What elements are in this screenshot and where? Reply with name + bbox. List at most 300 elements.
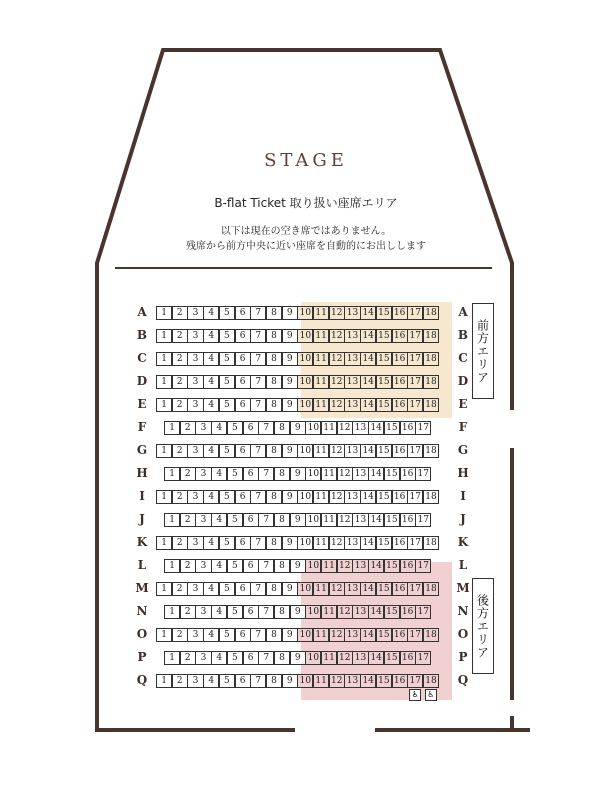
seat-Q-13[interactable]: 13	[344, 674, 360, 688]
seat-O-13[interactable]: 13	[344, 628, 360, 642]
seat-G-7[interactable]: 7	[250, 444, 266, 458]
seat-E-11[interactable]: 11	[313, 398, 329, 412]
seat-O-5[interactable]: 5	[219, 628, 235, 642]
seat-H-8[interactable]: 8	[274, 467, 290, 481]
seat-Q-5[interactable]: 5	[219, 674, 235, 688]
seat-C-5[interactable]: 5	[219, 352, 235, 366]
seat-M-2[interactable]: 2	[172, 582, 188, 596]
seat-J-7[interactable]: 7	[258, 513, 274, 527]
seat-J-1[interactable]: 1	[164, 513, 180, 527]
seat-O-16[interactable]: 16	[392, 628, 408, 642]
seat-F-6[interactable]: 6	[243, 421, 259, 435]
seat-I-3[interactable]: 3	[187, 490, 203, 504]
seat-A-1[interactable]: 1	[156, 306, 172, 320]
seat-H-1[interactable]: 1	[164, 467, 180, 481]
seat-I-15[interactable]: 15	[376, 490, 392, 504]
seat-O-3[interactable]: 3	[187, 628, 203, 642]
seat-D-5[interactable]: 5	[219, 375, 235, 389]
seat-J-8[interactable]: 8	[274, 513, 290, 527]
seat-L-3[interactable]: 3	[195, 559, 211, 573]
seat-G-11[interactable]: 11	[313, 444, 329, 458]
seat-L-17[interactable]: 17	[415, 559, 431, 573]
seat-D-4[interactable]: 4	[203, 375, 219, 389]
seat-L-11[interactable]: 11	[321, 559, 337, 573]
seat-I-2[interactable]: 2	[172, 490, 188, 504]
seat-F-1[interactable]: 1	[164, 421, 180, 435]
seat-H-5[interactable]: 5	[227, 467, 243, 481]
seat-D-8[interactable]: 8	[266, 375, 282, 389]
seat-E-18[interactable]: 18	[423, 398, 439, 412]
seat-O-4[interactable]: 4	[203, 628, 219, 642]
seat-M-14[interactable]: 14	[360, 582, 376, 596]
seat-J-12[interactable]: 12	[337, 513, 353, 527]
seat-I-16[interactable]: 16	[392, 490, 408, 504]
seat-Q-17[interactable]: 17	[407, 674, 423, 688]
seat-L-12[interactable]: 12	[337, 559, 353, 573]
seat-L-15[interactable]: 15	[384, 559, 400, 573]
seat-P-5[interactable]: 5	[227, 651, 243, 665]
seat-O-1[interactable]: 1	[156, 628, 172, 642]
seat-L-2[interactable]: 2	[180, 559, 196, 573]
seat-I-6[interactable]: 6	[235, 490, 251, 504]
seat-M-10[interactable]: 10	[297, 582, 313, 596]
seat-Q-3[interactable]: 3	[187, 674, 203, 688]
seat-P-4[interactable]: 4	[211, 651, 227, 665]
seat-E-8[interactable]: 8	[266, 398, 282, 412]
seat-J-9[interactable]: 9	[290, 513, 306, 527]
seat-M-4[interactable]: 4	[203, 582, 219, 596]
seat-F-15[interactable]: 15	[384, 421, 400, 435]
seat-J-14[interactable]: 14	[368, 513, 384, 527]
seat-H-4[interactable]: 4	[211, 467, 227, 481]
seat-Q-12[interactable]: 12	[329, 674, 345, 688]
seat-C-8[interactable]: 8	[266, 352, 282, 366]
seat-C-14[interactable]: 14	[360, 352, 376, 366]
seat-F-12[interactable]: 12	[337, 421, 353, 435]
seat-C-11[interactable]: 11	[313, 352, 329, 366]
seat-K-14[interactable]: 14	[360, 536, 376, 550]
seat-F-16[interactable]: 16	[400, 421, 416, 435]
seat-C-15[interactable]: 15	[376, 352, 392, 366]
seat-M-8[interactable]: 8	[266, 582, 282, 596]
seat-P-13[interactable]: 13	[352, 651, 368, 665]
seat-P-8[interactable]: 8	[274, 651, 290, 665]
seat-O-12[interactable]: 12	[329, 628, 345, 642]
seat-E-12[interactable]: 12	[329, 398, 345, 412]
seat-B-10[interactable]: 10	[297, 329, 313, 343]
seat-B-4[interactable]: 4	[203, 329, 219, 343]
seat-B-9[interactable]: 9	[282, 329, 298, 343]
seat-B-2[interactable]: 2	[172, 329, 188, 343]
seat-I-14[interactable]: 14	[360, 490, 376, 504]
seat-N-2[interactable]: 2	[180, 605, 196, 619]
seat-G-5[interactable]: 5	[219, 444, 235, 458]
seat-A-4[interactable]: 4	[203, 306, 219, 320]
seat-O-17[interactable]: 17	[407, 628, 423, 642]
seat-K-17[interactable]: 17	[407, 536, 423, 550]
seat-D-11[interactable]: 11	[313, 375, 329, 389]
seat-D-2[interactable]: 2	[172, 375, 188, 389]
seat-E-13[interactable]: 13	[344, 398, 360, 412]
seat-K-2[interactable]: 2	[172, 536, 188, 550]
seat-A-11[interactable]: 11	[313, 306, 329, 320]
seat-I-10[interactable]: 10	[297, 490, 313, 504]
seat-P-14[interactable]: 14	[368, 651, 384, 665]
seat-A-14[interactable]: 14	[360, 306, 376, 320]
seat-C-6[interactable]: 6	[235, 352, 251, 366]
seat-A-17[interactable]: 17	[407, 306, 423, 320]
seat-H-16[interactable]: 16	[400, 467, 416, 481]
seat-H-10[interactable]: 10	[305, 467, 321, 481]
seat-N-11[interactable]: 11	[321, 605, 337, 619]
seat-D-9[interactable]: 9	[282, 375, 298, 389]
seat-A-9[interactable]: 9	[282, 306, 298, 320]
seat-D-3[interactable]: 3	[187, 375, 203, 389]
seat-K-9[interactable]: 9	[282, 536, 298, 550]
seat-I-4[interactable]: 4	[203, 490, 219, 504]
seat-E-7[interactable]: 7	[250, 398, 266, 412]
seat-A-2[interactable]: 2	[172, 306, 188, 320]
seat-H-12[interactable]: 12	[337, 467, 353, 481]
seat-L-9[interactable]: 9	[290, 559, 306, 573]
seat-G-13[interactable]: 13	[344, 444, 360, 458]
seat-D-16[interactable]: 16	[392, 375, 408, 389]
seat-P-12[interactable]: 12	[337, 651, 353, 665]
seat-J-6[interactable]: 6	[243, 513, 259, 527]
seat-N-6[interactable]: 6	[243, 605, 259, 619]
seat-Q-15[interactable]: 15	[376, 674, 392, 688]
seat-K-4[interactable]: 4	[203, 536, 219, 550]
seat-E-3[interactable]: 3	[187, 398, 203, 412]
seat-H-17[interactable]: 17	[415, 467, 431, 481]
seat-J-10[interactable]: 10	[305, 513, 321, 527]
seat-G-8[interactable]: 8	[266, 444, 282, 458]
seat-H-7[interactable]: 7	[258, 467, 274, 481]
seat-C-18[interactable]: 18	[423, 352, 439, 366]
seat-F-5[interactable]: 5	[227, 421, 243, 435]
seat-P-16[interactable]: 16	[400, 651, 416, 665]
seat-F-11[interactable]: 11	[321, 421, 337, 435]
seat-O-2[interactable]: 2	[172, 628, 188, 642]
seat-O-15[interactable]: 15	[376, 628, 392, 642]
seat-N-3[interactable]: 3	[195, 605, 211, 619]
seat-M-9[interactable]: 9	[282, 582, 298, 596]
seat-M-12[interactable]: 12	[329, 582, 345, 596]
seat-K-18[interactable]: 18	[423, 536, 439, 550]
seat-C-9[interactable]: 9	[282, 352, 298, 366]
seat-B-3[interactable]: 3	[187, 329, 203, 343]
seat-Q-7[interactable]: 7	[250, 674, 266, 688]
seat-O-9[interactable]: 9	[282, 628, 298, 642]
seat-C-13[interactable]: 13	[344, 352, 360, 366]
seat-K-3[interactable]: 3	[187, 536, 203, 550]
seat-I-8[interactable]: 8	[266, 490, 282, 504]
seat-P-1[interactable]: 1	[164, 651, 180, 665]
seat-B-7[interactable]: 7	[250, 329, 266, 343]
seat-D-1[interactable]: 1	[156, 375, 172, 389]
seat-N-4[interactable]: 4	[211, 605, 227, 619]
seat-L-8[interactable]: 8	[274, 559, 290, 573]
seat-O-18[interactable]: 18	[423, 628, 439, 642]
seat-D-6[interactable]: 6	[235, 375, 251, 389]
seat-E-16[interactable]: 16	[392, 398, 408, 412]
seat-H-3[interactable]: 3	[195, 467, 211, 481]
seat-J-3[interactable]: 3	[195, 513, 211, 527]
seat-L-1[interactable]: 1	[164, 559, 180, 573]
seat-E-14[interactable]: 14	[360, 398, 376, 412]
seat-I-18[interactable]: 18	[423, 490, 439, 504]
seat-A-3[interactable]: 3	[187, 306, 203, 320]
seat-N-15[interactable]: 15	[384, 605, 400, 619]
seat-F-13[interactable]: 13	[352, 421, 368, 435]
seat-E-6[interactable]: 6	[235, 398, 251, 412]
seat-J-4[interactable]: 4	[211, 513, 227, 527]
seat-A-15[interactable]: 15	[376, 306, 392, 320]
seat-D-12[interactable]: 12	[329, 375, 345, 389]
seat-H-6[interactable]: 6	[243, 467, 259, 481]
seat-F-3[interactable]: 3	[195, 421, 211, 435]
seat-K-12[interactable]: 12	[329, 536, 345, 550]
seat-M-6[interactable]: 6	[235, 582, 251, 596]
seat-C-17[interactable]: 17	[407, 352, 423, 366]
seat-J-11[interactable]: 11	[321, 513, 337, 527]
seat-O-10[interactable]: 10	[297, 628, 313, 642]
seat-B-16[interactable]: 16	[392, 329, 408, 343]
seat-L-4[interactable]: 4	[211, 559, 227, 573]
seat-I-17[interactable]: 17	[407, 490, 423, 504]
seat-L-16[interactable]: 16	[400, 559, 416, 573]
seat-O-7[interactable]: 7	[250, 628, 266, 642]
seat-H-15[interactable]: 15	[384, 467, 400, 481]
seat-E-15[interactable]: 15	[376, 398, 392, 412]
seat-E-1[interactable]: 1	[156, 398, 172, 412]
seat-I-7[interactable]: 7	[250, 490, 266, 504]
seat-P-6[interactable]: 6	[243, 651, 259, 665]
seat-F-4[interactable]: 4	[211, 421, 227, 435]
seat-J-13[interactable]: 13	[352, 513, 368, 527]
seat-C-16[interactable]: 16	[392, 352, 408, 366]
seat-A-8[interactable]: 8	[266, 306, 282, 320]
seat-O-6[interactable]: 6	[235, 628, 251, 642]
seat-F-14[interactable]: 14	[368, 421, 384, 435]
seat-E-4[interactable]: 4	[203, 398, 219, 412]
seat-H-14[interactable]: 14	[368, 467, 384, 481]
seat-D-14[interactable]: 14	[360, 375, 376, 389]
seat-O-11[interactable]: 11	[313, 628, 329, 642]
seat-P-9[interactable]: 9	[290, 651, 306, 665]
seat-F-8[interactable]: 8	[274, 421, 290, 435]
seat-B-15[interactable]: 15	[376, 329, 392, 343]
seat-H-13[interactable]: 13	[352, 467, 368, 481]
seat-P-7[interactable]: 7	[258, 651, 274, 665]
seat-Q-2[interactable]: 2	[172, 674, 188, 688]
seat-J-15[interactable]: 15	[384, 513, 400, 527]
seat-H-11[interactable]: 11	[321, 467, 337, 481]
seat-Q-4[interactable]: 4	[203, 674, 219, 688]
seat-Q-6[interactable]: 6	[235, 674, 251, 688]
seat-A-16[interactable]: 16	[392, 306, 408, 320]
seat-I-9[interactable]: 9	[282, 490, 298, 504]
seat-B-14[interactable]: 14	[360, 329, 376, 343]
seat-M-3[interactable]: 3	[187, 582, 203, 596]
seat-D-10[interactable]: 10	[297, 375, 313, 389]
seat-J-2[interactable]: 2	[180, 513, 196, 527]
seat-C-4[interactable]: 4	[203, 352, 219, 366]
seat-M-18[interactable]: 18	[423, 582, 439, 596]
seat-F-9[interactable]: 9	[290, 421, 306, 435]
seat-G-1[interactable]: 1	[156, 444, 172, 458]
seat-P-11[interactable]: 11	[321, 651, 337, 665]
seat-N-1[interactable]: 1	[164, 605, 180, 619]
seat-A-7[interactable]: 7	[250, 306, 266, 320]
seat-B-17[interactable]: 17	[407, 329, 423, 343]
seat-B-6[interactable]: 6	[235, 329, 251, 343]
seat-I-12[interactable]: 12	[329, 490, 345, 504]
seat-J-17[interactable]: 17	[415, 513, 431, 527]
seat-G-16[interactable]: 16	[392, 444, 408, 458]
seat-C-7[interactable]: 7	[250, 352, 266, 366]
seat-M-11[interactable]: 11	[313, 582, 329, 596]
seat-B-5[interactable]: 5	[219, 329, 235, 343]
seat-I-5[interactable]: 5	[219, 490, 235, 504]
seat-P-17[interactable]: 17	[415, 651, 431, 665]
seat-P-2[interactable]: 2	[180, 651, 196, 665]
seat-K-11[interactable]: 11	[313, 536, 329, 550]
seat-J-16[interactable]: 16	[400, 513, 416, 527]
seat-F-10[interactable]: 10	[305, 421, 321, 435]
seat-F-7[interactable]: 7	[258, 421, 274, 435]
seat-F-17[interactable]: 17	[415, 421, 431, 435]
seat-A-12[interactable]: 12	[329, 306, 345, 320]
seat-M-15[interactable]: 15	[376, 582, 392, 596]
seat-D-7[interactable]: 7	[250, 375, 266, 389]
seat-N-17[interactable]: 17	[415, 605, 431, 619]
seat-G-3[interactable]: 3	[187, 444, 203, 458]
seat-G-9[interactable]: 9	[282, 444, 298, 458]
seat-I-11[interactable]: 11	[313, 490, 329, 504]
seat-G-4[interactable]: 4	[203, 444, 219, 458]
seat-G-2[interactable]: 2	[172, 444, 188, 458]
seat-K-6[interactable]: 6	[235, 536, 251, 550]
seat-G-6[interactable]: 6	[235, 444, 251, 458]
seat-D-13[interactable]: 13	[344, 375, 360, 389]
seat-K-8[interactable]: 8	[266, 536, 282, 550]
seat-L-10[interactable]: 10	[305, 559, 321, 573]
seat-Q-8[interactable]: 8	[266, 674, 282, 688]
seat-E-2[interactable]: 2	[172, 398, 188, 412]
seat-E-10[interactable]: 10	[297, 398, 313, 412]
seat-C-10[interactable]: 10	[297, 352, 313, 366]
seat-A-10[interactable]: 10	[297, 306, 313, 320]
seat-C-2[interactable]: 2	[172, 352, 188, 366]
seat-A-6[interactable]: 6	[235, 306, 251, 320]
seat-H-2[interactable]: 2	[180, 467, 196, 481]
seat-Q-14[interactable]: 14	[360, 674, 376, 688]
seat-G-18[interactable]: 18	[423, 444, 439, 458]
seat-K-7[interactable]: 7	[250, 536, 266, 550]
seat-E-5[interactable]: 5	[219, 398, 235, 412]
seat-L-13[interactable]: 13	[352, 559, 368, 573]
seat-M-1[interactable]: 1	[156, 582, 172, 596]
seat-D-17[interactable]: 17	[407, 375, 423, 389]
seat-M-7[interactable]: 7	[250, 582, 266, 596]
seat-I-1[interactable]: 1	[156, 490, 172, 504]
seat-P-3[interactable]: 3	[195, 651, 211, 665]
seat-M-17[interactable]: 17	[407, 582, 423, 596]
seat-N-10[interactable]: 10	[305, 605, 321, 619]
seat-L-7[interactable]: 7	[258, 559, 274, 573]
seat-Q-11[interactable]: 11	[313, 674, 329, 688]
seat-E-17[interactable]: 17	[407, 398, 423, 412]
seat-N-8[interactable]: 8	[274, 605, 290, 619]
seat-G-14[interactable]: 14	[360, 444, 376, 458]
seat-G-12[interactable]: 12	[329, 444, 345, 458]
seat-D-15[interactable]: 15	[376, 375, 392, 389]
seat-D-18[interactable]: 18	[423, 375, 439, 389]
seat-P-10[interactable]: 10	[305, 651, 321, 665]
seat-M-13[interactable]: 13	[344, 582, 360, 596]
seat-Q-16[interactable]: 16	[392, 674, 408, 688]
seat-J-5[interactable]: 5	[227, 513, 243, 527]
seat-H-9[interactable]: 9	[290, 467, 306, 481]
seat-C-12[interactable]: 12	[329, 352, 345, 366]
seat-L-14[interactable]: 14	[368, 559, 384, 573]
seat-A-18[interactable]: 18	[423, 306, 439, 320]
seat-K-15[interactable]: 15	[376, 536, 392, 550]
seat-N-9[interactable]: 9	[290, 605, 306, 619]
seat-E-9[interactable]: 9	[282, 398, 298, 412]
seat-Q-18[interactable]: 18	[423, 674, 439, 688]
seat-Q-1[interactable]: 1	[156, 674, 172, 688]
seat-P-15[interactable]: 15	[384, 651, 400, 665]
seat-B-13[interactable]: 13	[344, 329, 360, 343]
seat-K-10[interactable]: 10	[297, 536, 313, 550]
seat-K-13[interactable]: 13	[344, 536, 360, 550]
seat-O-8[interactable]: 8	[266, 628, 282, 642]
seat-B-1[interactable]: 1	[156, 329, 172, 343]
seat-G-10[interactable]: 10	[297, 444, 313, 458]
seat-Q-10[interactable]: 10	[297, 674, 313, 688]
seat-A-13[interactable]: 13	[344, 306, 360, 320]
seat-K-16[interactable]: 16	[392, 536, 408, 550]
seat-O-14[interactable]: 14	[360, 628, 376, 642]
seat-B-18[interactable]: 18	[423, 329, 439, 343]
seat-N-7[interactable]: 7	[258, 605, 274, 619]
seat-G-15[interactable]: 15	[376, 444, 392, 458]
seat-G-17[interactable]: 17	[407, 444, 423, 458]
seat-N-13[interactable]: 13	[352, 605, 368, 619]
seat-C-3[interactable]: 3	[187, 352, 203, 366]
seat-B-11[interactable]: 11	[313, 329, 329, 343]
seat-B-12[interactable]: 12	[329, 329, 345, 343]
seat-L-5[interactable]: 5	[227, 559, 243, 573]
seat-I-13[interactable]: 13	[344, 490, 360, 504]
seat-M-5[interactable]: 5	[219, 582, 235, 596]
seat-L-6[interactable]: 6	[243, 559, 259, 573]
seat-K-5[interactable]: 5	[219, 536, 235, 550]
seat-Q-9[interactable]: 9	[282, 674, 298, 688]
seat-B-8[interactable]: 8	[266, 329, 282, 343]
seat-F-2[interactable]: 2	[180, 421, 196, 435]
seat-N-12[interactable]: 12	[337, 605, 353, 619]
seat-N-14[interactable]: 14	[368, 605, 384, 619]
seat-C-1[interactable]: 1	[156, 352, 172, 366]
seat-K-1[interactable]: 1	[156, 536, 172, 550]
seat-N-5[interactable]: 5	[227, 605, 243, 619]
seat-A-5[interactable]: 5	[219, 306, 235, 320]
seat-M-16[interactable]: 16	[392, 582, 408, 596]
seat-N-16[interactable]: 16	[400, 605, 416, 619]
